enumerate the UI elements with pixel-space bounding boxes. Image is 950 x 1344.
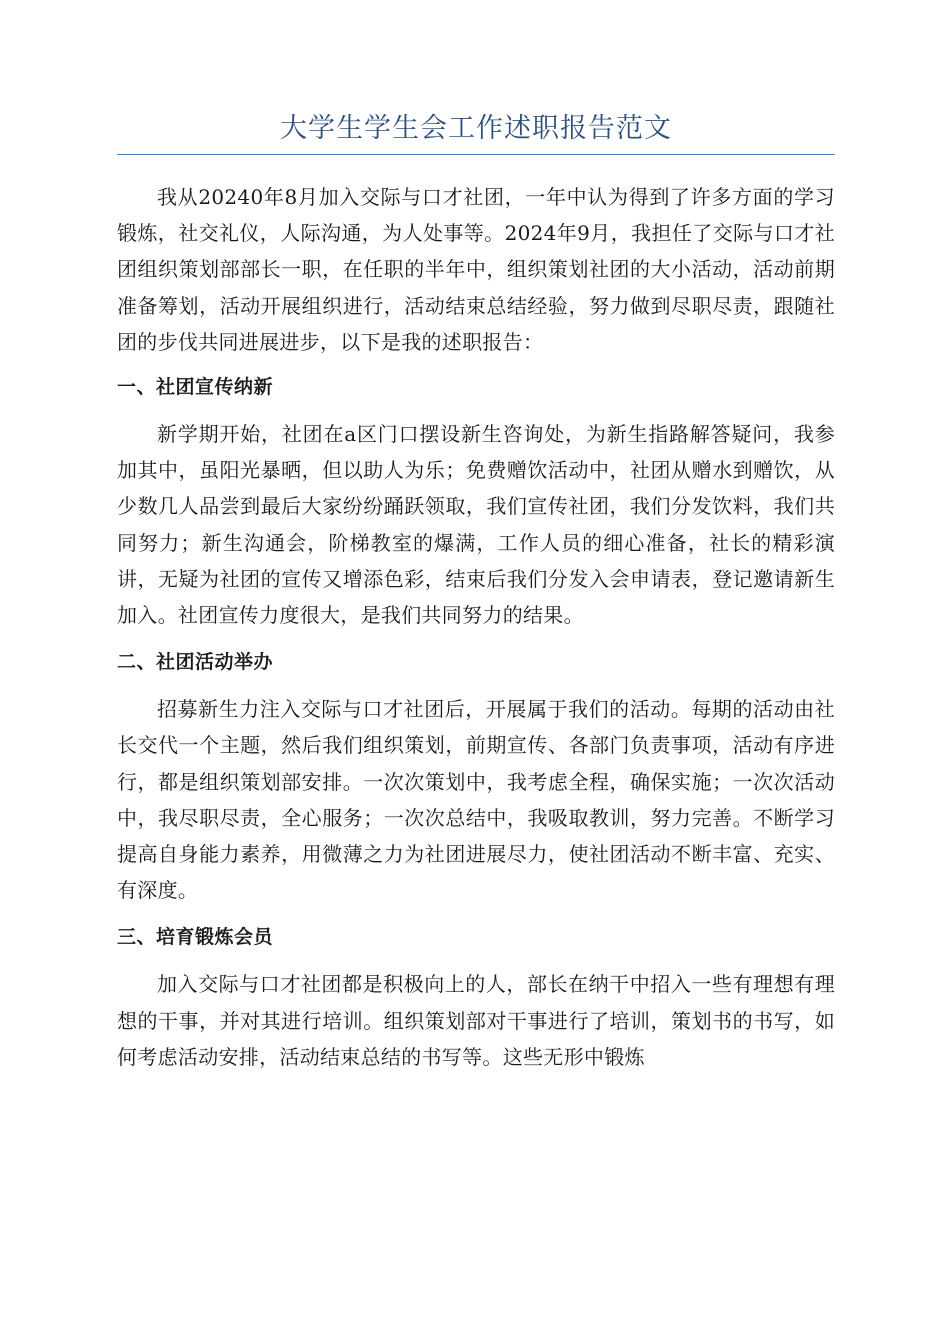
document-page bbox=[117, 108, 835, 1075]
section-heading-1: 一、社团宣传纳新 bbox=[117, 376, 274, 399]
section-body-2: 招募新生力注入交际与口才社团后，开展属于我们的活动。每期的活动由社长交代一个主题，然后我们组织策划，前期宣传、各部门负责事项，活动有序进行，都是组织策划部安排。一次次策划中，我考虑全程，确保实施；一次次活动中，我尽职尽责，全心服务；一次次总结中，我吸取教训，努力完善。不断学习提高自身能力素养，用微薄之力为社团进展尽力，使社团活动不断丰富、充实、有深度。 bbox=[117, 697, 835, 903]
section-heading-3: 三、培育锻炼会员 bbox=[117, 926, 274, 949]
section-heading-2: 二、社团活动举办 bbox=[117, 651, 274, 674]
section-body-3: 加入交际与口才社团都是积极向上的人，部长在纳干中招入一些有理想有理想的干事，并对其进行培训。组织策划部对干事进行了培训，策划书的书写，如何考虑活动安排，活动结束总结的书写等。这些无形中锻炼 bbox=[117, 972, 835, 1069]
intro-paragraph: 我从20240年8月加入交际与口才社团，一年中认为得到了许多方面的学习锻炼，社交礼仪，人际沟通，为人处事等。2024年9月，我担任了交际与口才社团组织策划部部长一职，在任职的半年中，组织策划社团的大小活动，活动前期准备筹划，活动开展组织进行，活动结束总结经验，努力做到尽职尽责，跟随社团的步伐共同进展进步，以下是我的述职报告： bbox=[117, 185, 835, 354]
section-body-1: 新学期开始，社团在a区门口摆设新生咨询处，为新生指路解答疑问，我参加其中，虽阳光暴晒，但以助人为乐；免费赠饮活动中，社团从赠水到赠饮，从少数几人品尝到最后大家纷纷踊跃领取，我们宣传社团，我们分发饮料，我们共同努力；新生沟通会，阶梯教室的爆满，工作人员的细心准备，社长的精彩演讲，无疑为社团的宣传又增添色彩，结束后我们分发入会申请表，登记邀请新生加入。社团宣传力度很大，是我们共同努力的结果。 bbox=[117, 422, 835, 628]
document-title: 大学生学生会工作述职报告范文 bbox=[117, 108, 835, 155]
